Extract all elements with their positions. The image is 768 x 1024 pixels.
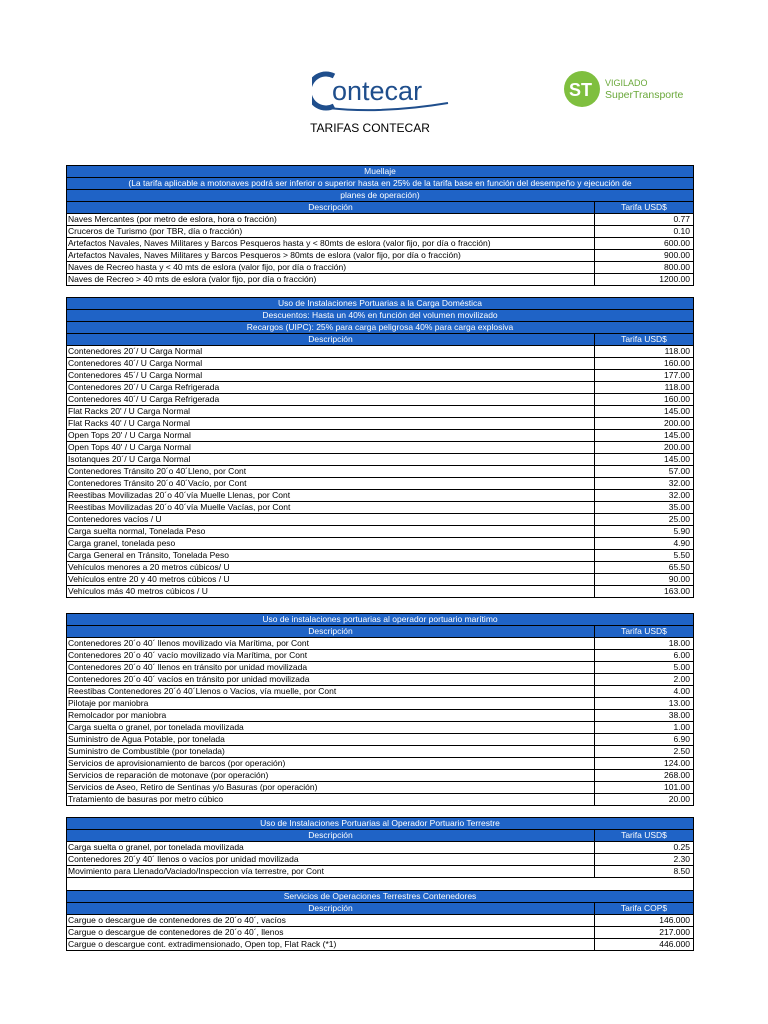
row-tarifa: 5.50 xyxy=(673,550,690,560)
table-row xyxy=(67,370,693,382)
page-title: TARIFAS CONTECAR xyxy=(310,121,430,135)
row-tarifa: 5.90 xyxy=(673,526,690,536)
row-description: Carga granel, tonelada peso xyxy=(67,538,595,549)
row-description: Open Tops 20' / U Carga Normal xyxy=(67,430,595,441)
row-tarifa: 5.00 xyxy=(673,662,690,672)
row-description: Contenedores 20´/ U Carga Refrigerada xyxy=(67,382,595,393)
row-description: Suministro de Agua Potable, por tonelada xyxy=(67,734,595,745)
column-header-tarifa: Tarifa USD$ xyxy=(621,626,667,636)
row-description: Contenedores 20´o 40´ llenos en tránsito por unidad movilizada xyxy=(67,662,595,673)
row-tarifa: 160.00 xyxy=(664,394,690,404)
row-tarifa: 1200.00 xyxy=(659,274,690,284)
row-tarifa: 217.000 xyxy=(659,927,690,937)
table-row xyxy=(67,466,693,478)
table-row xyxy=(67,562,693,574)
column-header-descripcion: Descripción xyxy=(67,626,595,637)
table-row xyxy=(67,586,693,597)
section-header: Servicios de Operaciones Terrestres Contenedores xyxy=(67,891,693,903)
row-tarifa: 8.50 xyxy=(673,866,690,876)
column-header-descripcion: Descripción xyxy=(67,830,595,841)
column-header-tarifa: Tarifa USD$ xyxy=(621,202,667,212)
row-description: Pilotaje por maniobra xyxy=(67,698,595,709)
column-header-row xyxy=(67,202,693,214)
row-tarifa: 118.00 xyxy=(664,382,690,392)
section-header: Muellaje xyxy=(67,166,693,178)
row-tarifa: 145.00 xyxy=(664,430,690,440)
row-tarifa: 177.00 xyxy=(664,370,690,380)
section-header: Recargos (UIPC): 25% para carga peligrosa 40% para carga explosiva xyxy=(67,322,693,334)
table-row xyxy=(67,382,693,394)
row-tarifa: 800.00 xyxy=(664,262,690,272)
row-tarifa: 4.00 xyxy=(673,686,690,696)
operaciones-contenedores-table xyxy=(66,890,694,951)
section-header: Uso de Instalaciones Portuarias al Operador Portuario Terrestre xyxy=(67,818,693,830)
operador-terrestre-table xyxy=(66,817,694,878)
column-header-row xyxy=(67,334,693,346)
row-description: Contenedores 45´/ U Carga Normal xyxy=(67,370,595,381)
table-row xyxy=(67,842,693,854)
row-tarifa: 57.00 xyxy=(668,466,690,476)
row-description: Contenedores 20´o 40´ llenos movilizado vía Marítima, por Cont xyxy=(67,638,595,649)
row-tarifa: 2.50 xyxy=(673,746,690,756)
table-row xyxy=(67,274,693,285)
row-description: Contenedores 20´o 40´ vacíos en tránsito por unidad movilizada xyxy=(67,674,595,685)
table-row xyxy=(67,394,693,406)
section-header: (La tarifa aplicable a motonaves podrá ser inferior o superior hasta en 25% de la tarifa base en función del desempeño y ejecución de xyxy=(67,178,693,190)
column-header-tarifa: Tarifa USD$ xyxy=(621,830,667,840)
row-tarifa: 124.00 xyxy=(664,758,690,768)
svg-text:ST: ST xyxy=(569,80,593,100)
row-tarifa: 145.00 xyxy=(664,406,690,416)
table-row xyxy=(67,854,693,866)
row-description: Contenedores 20´y 40´ llenos o vacíos por unidad movilizada xyxy=(67,854,595,865)
row-description: Cargue o descargue de contenedores de 20´o 40´, vacíos xyxy=(67,915,595,926)
row-tarifa: 600.00 xyxy=(664,238,690,248)
row-description: Remolcador por maniobra xyxy=(67,710,595,721)
table-row xyxy=(67,698,693,710)
contecar-logo xyxy=(312,70,452,112)
table-row xyxy=(67,866,693,877)
table-row xyxy=(67,478,693,490)
table-row xyxy=(67,915,693,927)
table-row xyxy=(67,454,693,466)
row-description: Carga General en Tránsito, Tonelada Peso xyxy=(67,550,595,561)
row-tarifa: 145.00 xyxy=(664,454,690,464)
row-tarifa: 200.00 xyxy=(664,418,690,428)
table-row xyxy=(67,214,693,226)
table-row xyxy=(67,502,693,514)
row-tarifa: 32.00 xyxy=(668,478,690,488)
table-row xyxy=(67,734,693,746)
row-description: Vehículos más 40 metros cúbicos / U xyxy=(67,586,595,597)
table-row xyxy=(67,358,693,370)
row-description: Artefactos Navales, Naves Militares y Barcos Pesqueros hasta y < 80mts de eslora (valor fijo, por día o fracción) xyxy=(67,238,595,249)
row-tarifa: 65.50 xyxy=(668,562,690,572)
table-row xyxy=(67,226,693,238)
row-tarifa: 900.00 xyxy=(664,250,690,260)
table-row xyxy=(67,939,693,950)
row-tarifa: 13.00 xyxy=(668,698,690,708)
row-description: Contenedores Tránsito 20´o 40´Lleno, por Cont xyxy=(67,466,595,477)
column-header-row xyxy=(67,830,693,842)
table-row xyxy=(67,262,693,274)
row-tarifa: 101.00 xyxy=(664,782,690,792)
row-tarifa: 90.00 xyxy=(668,574,690,584)
row-description: Reestibas Movilizadas 20´o 40´vía Muelle Llenas, por Cont xyxy=(67,490,595,501)
table-row xyxy=(67,418,693,430)
row-tarifa: 20.00 xyxy=(668,794,690,804)
row-description: Carga suelta normal, Tonelada Peso xyxy=(67,526,595,537)
table-row xyxy=(67,686,693,698)
section-header: Descuentos: Hasta un 40% en función del volumen movilizado xyxy=(67,310,693,322)
row-description: Isotanques 20´/ U Carga Normal xyxy=(67,454,595,465)
table-row xyxy=(67,238,693,250)
row-description: Suministro de Combustible (por tonelada) xyxy=(67,746,595,757)
row-tarifa: 4.90 xyxy=(673,538,690,548)
operador-maritimo-table xyxy=(66,613,694,806)
table-row xyxy=(67,490,693,502)
table-row xyxy=(67,574,693,586)
muellaje-table xyxy=(66,165,694,286)
table-row xyxy=(67,746,693,758)
row-tarifa: 268.00 xyxy=(664,770,690,780)
table-row xyxy=(67,722,693,734)
section-header: planes de operación) xyxy=(67,190,693,202)
row-tarifa: 35.00 xyxy=(668,502,690,512)
row-description: Contenedores 40´/ U Carga Refrigerada xyxy=(67,394,595,405)
column-header-descripcion: Descripción xyxy=(67,202,595,213)
column-header-descripcion: Descripción xyxy=(67,903,595,914)
row-tarifa: 0.77 xyxy=(673,214,690,224)
row-description: Vehículos entre 20 y 40 metros cúbicos / U xyxy=(67,574,595,585)
row-tarifa: 38.00 xyxy=(668,710,690,720)
row-description: Tratamiento de basuras por metro cúbico xyxy=(67,794,595,805)
table-row xyxy=(67,770,693,782)
row-description: Reestibas Movilizadas 20´o 40´vía Muelle Vacías, por Cont xyxy=(67,502,595,513)
section-header: Uso de Instalaciones Portuarias a la Carga Doméstica xyxy=(67,298,693,310)
table-row xyxy=(67,927,693,939)
table-row xyxy=(67,710,693,722)
row-tarifa: 0.25 xyxy=(673,842,690,852)
column-header-row xyxy=(67,903,693,915)
column-header-row xyxy=(67,626,693,638)
row-tarifa: 146.000 xyxy=(659,915,690,925)
table-spacer xyxy=(66,878,694,890)
row-description: Movimiento para Llenado/Vaciado/Inspeccion vía terrestre, por Cont xyxy=(67,866,595,877)
row-description: Artefactos Navales, Naves Militares y Barcos Pesqueros > 80mts de eslora (valor fijo, por día o fracción) xyxy=(67,250,595,261)
row-tarifa: 18.00 xyxy=(668,638,690,648)
row-tarifa: 2.00 xyxy=(673,674,690,684)
row-description: Flat Racks 40' / U Carga Normal xyxy=(67,418,595,429)
svg-text:SuperTransporte: SuperTransporte xyxy=(605,89,684,101)
table-row xyxy=(67,346,693,358)
table-row xyxy=(67,674,693,686)
row-description: Cruceros de Turismo (por TBR, día o fracción) xyxy=(67,226,595,237)
carga-domestica-table xyxy=(66,297,694,598)
table-row xyxy=(67,538,693,550)
row-tarifa: 1.00 xyxy=(673,722,690,732)
row-description: Open Tops 40' / U Carga Normal xyxy=(67,442,595,453)
supertransporte-logo xyxy=(563,70,703,110)
table-row xyxy=(67,526,693,538)
column-header-tarifa: Tarifa USD$ xyxy=(621,334,667,344)
row-description: Carga suelta o granel, por tonelada movilizada xyxy=(67,722,595,733)
row-tarifa: 32.00 xyxy=(668,490,690,500)
row-description: Servicios de Aseo, Retiro de Sentinas y/o Basuras (por operación) xyxy=(67,782,595,793)
svg-text:VIGILADO: VIGILADO xyxy=(605,78,648,88)
row-description: Contenedores 40´/ U Carga Normal xyxy=(67,358,595,369)
row-tarifa: 6.90 xyxy=(673,734,690,744)
row-tarifa: 446.000 xyxy=(659,939,690,949)
row-description: Carga suelta o granel, por tonelada movilizada xyxy=(67,842,595,853)
row-description: Contenedores Tránsito 20´o 40´Vacío, por Cont xyxy=(67,478,595,489)
row-tarifa: 0.10 xyxy=(673,226,690,236)
row-tarifa: 118.00 xyxy=(664,346,690,356)
column-header-tarifa: Tarifa COP$ xyxy=(620,903,668,913)
row-description: Contenedores 20´o 40´ vacío movilizado vía Marítima, por Cont xyxy=(67,650,595,661)
table-row xyxy=(67,758,693,770)
row-tarifa: 6.00 xyxy=(673,650,690,660)
svg-text:ontecar: ontecar xyxy=(332,76,423,106)
row-description: Servicios de reparación de motonave (por operación) xyxy=(67,770,595,781)
row-description: Cargue o descargue de contenedores de 20´o 40´, llenos xyxy=(67,927,595,938)
row-description: Naves de Recreo > 40 mts de eslora (valor fijo, por día o fracción) xyxy=(67,274,595,285)
table-row xyxy=(67,430,693,442)
table-row xyxy=(67,514,693,526)
row-description: Servicios de aprovisionamiento de barcos (por operación) xyxy=(67,758,595,769)
column-header-descripcion: Descripción xyxy=(67,334,595,345)
row-description: Flat Racks 20' / U Carga Normal xyxy=(67,406,595,417)
row-tarifa: 200.00 xyxy=(664,442,690,452)
row-tarifa: 25.00 xyxy=(668,514,690,524)
row-tarifa: 160.00 xyxy=(664,358,690,368)
row-description: Reestibas Contenedores 20´ó 40´Llenos o Vacíos, vía muelle, por Cont xyxy=(67,686,595,697)
row-description: Vehículos menores a 20 metros cúbicos/ U xyxy=(67,562,595,573)
table-row xyxy=(67,442,693,454)
table-row xyxy=(67,638,693,650)
table-row xyxy=(67,406,693,418)
row-description: Naves Mercantes (por metro de eslora, hora o fracción) xyxy=(67,214,595,225)
row-description: Cargue o descargue cont. extradimensionado, Open top, Flat Rack (*1) xyxy=(67,939,595,950)
table-row xyxy=(67,782,693,794)
row-tarifa: 163.00 xyxy=(664,586,690,596)
row-description: Contenedores 20´/ U Carga Normal xyxy=(67,346,595,357)
section-header: Uso de instalaciones portuarias al operador portuario marítimo xyxy=(67,614,693,626)
table-row xyxy=(67,250,693,262)
table-row xyxy=(67,550,693,562)
row-description: Contenedores vacíos / U xyxy=(67,514,595,525)
table-row xyxy=(67,650,693,662)
table-row xyxy=(67,794,693,805)
table-row xyxy=(67,662,693,674)
row-tarifa: 2.30 xyxy=(673,854,690,864)
row-description: Naves de Recreo hasta y < 40 mts de eslora (valor fijo, por día o fracción) xyxy=(67,262,595,273)
